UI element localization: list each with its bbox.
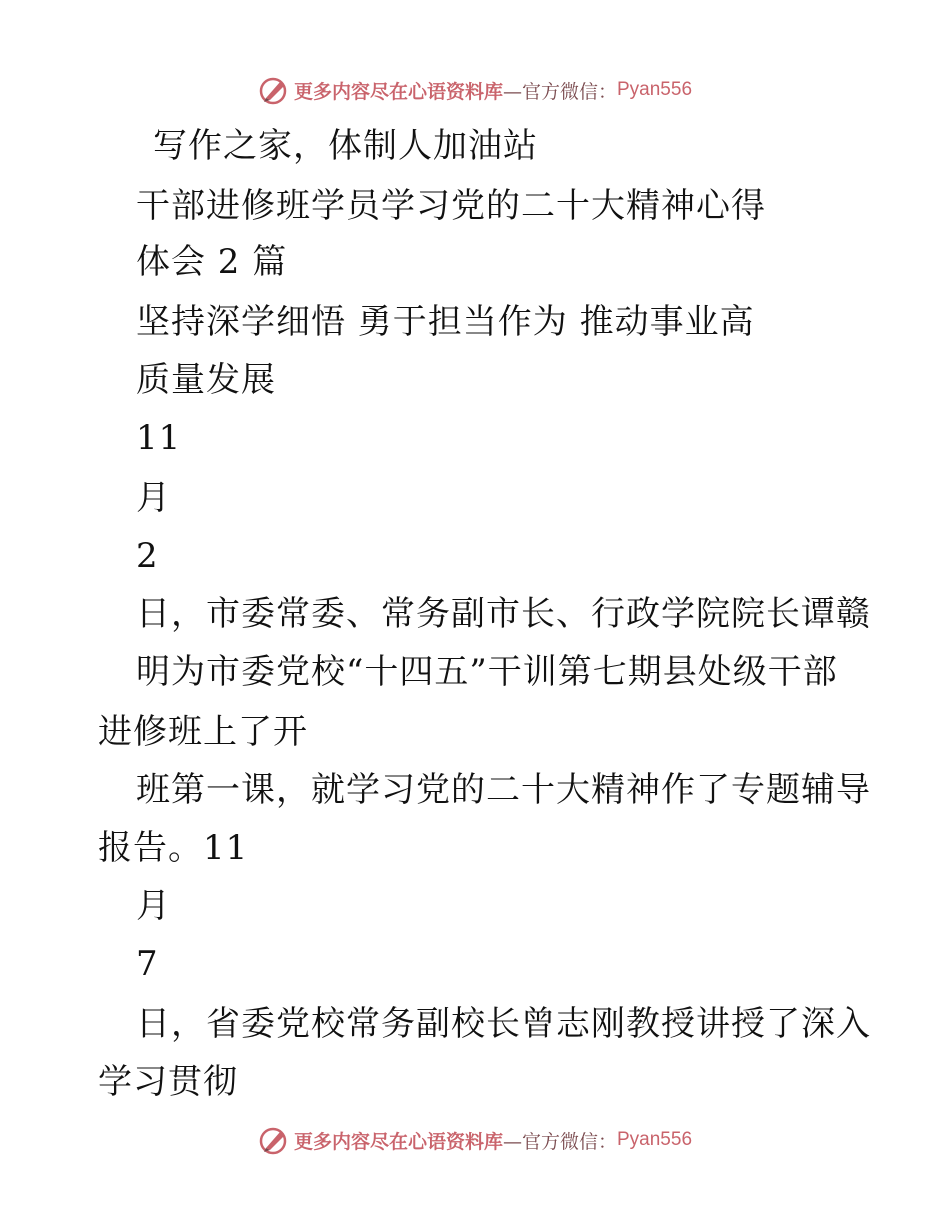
text-line: 月 <box>136 478 171 518</box>
text-line: 月 <box>136 886 171 926</box>
text-line: 报告。11 <box>98 828 249 868</box>
text-line: 学习贯彻 <box>98 1062 238 1102</box>
pen-logo-icon <box>258 74 290 106</box>
watermark-brand: 更多内容尽在心语资料库 <box>293 80 503 103</box>
text-line: 写作之家，体制人加油站 <box>153 126 538 166</box>
text-line: 7 <box>136 944 159 984</box>
text-line: 日，省委党校常务副校长曾志刚教授讲授了深入 <box>136 1004 871 1044</box>
text-line: 坚持深学细悟 勇于担当作为 推动事业高 <box>136 302 755 342</box>
watermark-brand: 更多内容尽在心语资料库 <box>293 1130 503 1153</box>
watermark-separator: —官方微信： <box>502 80 617 103</box>
header-watermark <box>0 70 950 110</box>
text-line: 干部进修班学员学习党的二十大精神心得 <box>136 186 766 226</box>
watermark-wechat-id: Pyan556 <box>617 1129 693 1150</box>
text-line: 进修班上了开 <box>98 712 308 752</box>
text-line: 2 <box>136 536 159 576</box>
watermark-wechat-id: Pyan556 <box>617 79 693 100</box>
watermark-separator: —官方微信： <box>502 1130 617 1153</box>
footer-watermark <box>0 1120 950 1160</box>
pen-logo-icon <box>258 1124 290 1156</box>
text-line: 明为市委党校“十四五”干训第七期县处级干部 <box>136 652 838 692</box>
text-line: 日，市委常委、常务副市长、行政学院院长谭赣 <box>136 594 871 634</box>
text-line: 质量发展 <box>136 360 276 400</box>
text-line: 体会 2 篇 <box>136 242 288 282</box>
text-line: 班第一课，就学习党的二十大精神作了专题辅导 <box>136 770 871 810</box>
text-line: 11 <box>136 418 182 458</box>
